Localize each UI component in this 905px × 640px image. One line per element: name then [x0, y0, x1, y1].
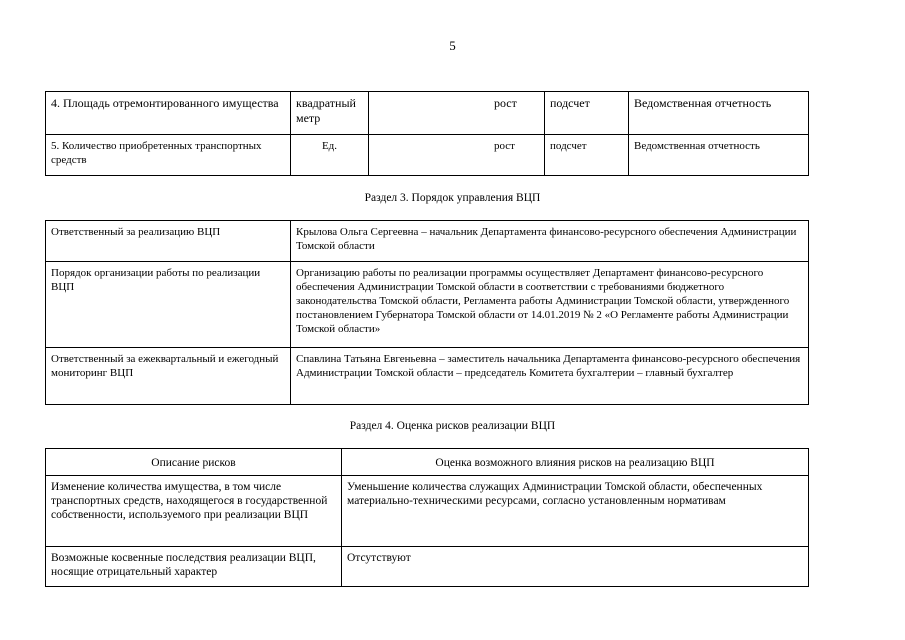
table-row	[46, 348, 809, 405]
indicator-method: подсчет	[545, 92, 629, 135]
table-row	[46, 476, 809, 547]
risk-description: Возможные косвенные последствия реализации ВЦП, носящие отрицательный характер	[46, 547, 342, 587]
indicator-source: Ведомственная отчетность	[629, 135, 809, 176]
indicator-trend: рост	[369, 135, 545, 176]
section3-title: Раздел 3. Порядок управления ВЦП	[364, 192, 541, 204]
section4-title: Раздел 4. Оценка рисков реализации ВЦП	[349, 420, 556, 432]
column-header-risks: Описание рисков	[46, 449, 342, 476]
risks-table	[45, 448, 809, 587]
management-label: Ответственный за реализацию ВЦП	[46, 221, 291, 262]
table-row	[46, 92, 809, 135]
management-table	[45, 220, 809, 405]
indicator-unit: Ед.	[291, 135, 369, 176]
indicator-method: подсчет	[545, 135, 629, 176]
table-row	[46, 262, 809, 348]
management-value: Крылова Ольга Сергеевна – начальник Департамента финансово-ресурсного обеспечения Администрации Томской области	[291, 221, 809, 262]
table-row	[46, 221, 809, 262]
column-header-impact: Оценка возможного влияния рисков на реализацию ВЦП	[342, 449, 809, 476]
management-label: Ответственный за ежеквартальный и ежегодный мониторинг ВЦП	[46, 348, 291, 405]
management-value: Организацию работы по реализации программы осуществляет Департамент финансово-ресурсного обеспечения Администрации Томской области в соответствии с требованиями бюджетного законодательства Томской области, Регламента работы Администрации Томской области, утвержденного постановлением Губернатора Томской области от 14.01.2019 № 2 «О Регламенте работы Администрации Томской области»	[291, 262, 809, 348]
indicator-unit: квадратный метр	[291, 92, 369, 135]
indicator-source: Ведомственная отчетность	[629, 92, 809, 135]
risk-impact: Отсутствуют	[342, 547, 809, 587]
management-value: Спавлина Татьяна Евгеньевна – заместитель начальника Департамента финансово-ресурсного обеспечения Администрации Томской области – председатель Комитета бухгалтерии – главный бухгалтер	[291, 348, 809, 405]
page-number: 5	[449, 38, 456, 53]
table-row	[46, 547, 809, 587]
indicator-trend: рост	[369, 92, 545, 135]
risk-description: Изменение количества имущества, в том числе транспортных средств, находящегося в государственной собственности, используемого при реализации ВЦП	[46, 476, 342, 547]
table-header-row	[46, 449, 809, 476]
indicator-name: 4. Площадь отремонтированного имущества	[46, 92, 291, 135]
indicator-name: 5. Количество приобретенных транспортных средств	[46, 135, 291, 176]
risk-impact: Уменьшение количества служащих Администрации Томской области, обеспеченных материально-техническими ресурсами, согласно установленным нормативам	[342, 476, 809, 547]
table-row	[46, 135, 809, 176]
indicators-table	[45, 91, 809, 176]
management-label: Порядок организации работы по реализации ВЦП	[46, 262, 291, 348]
